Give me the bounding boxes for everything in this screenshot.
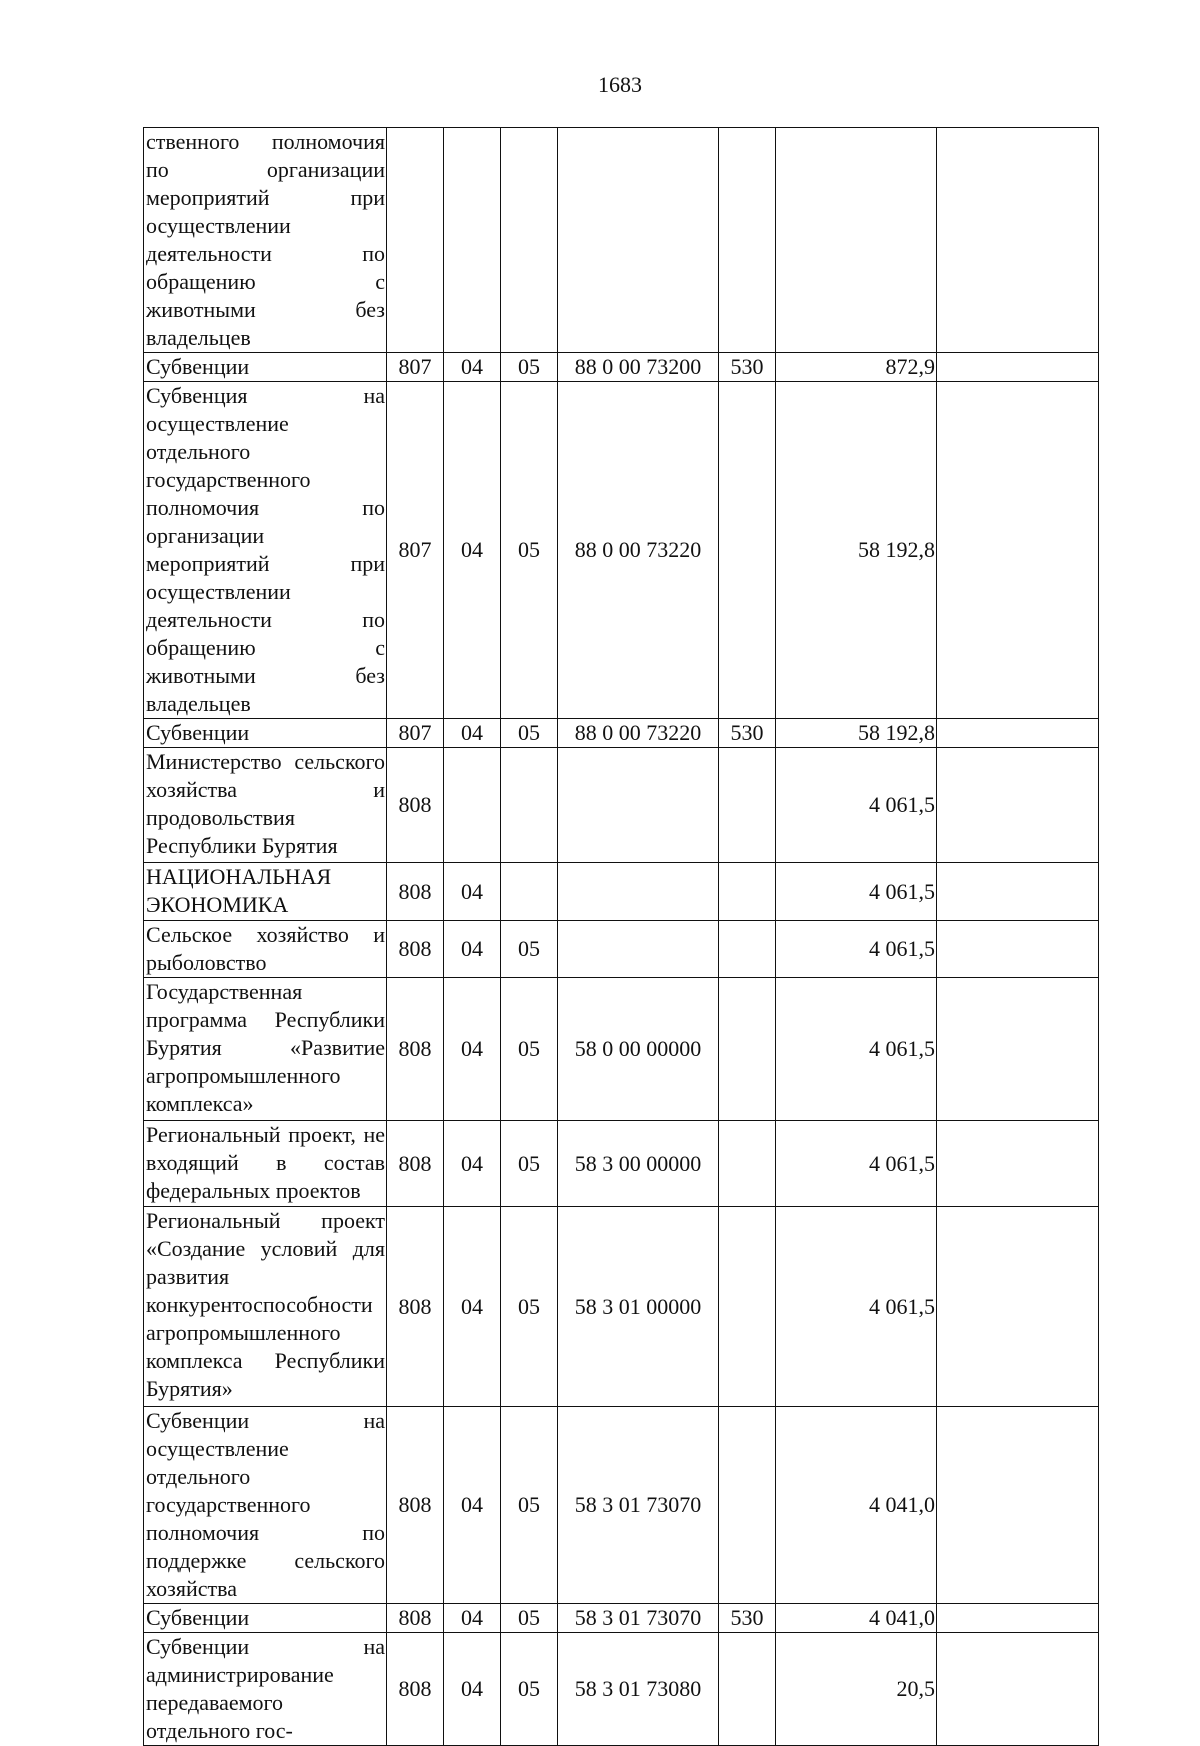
expense-type-cell <box>719 1633 776 1746</box>
target-article-cell: 58 3 01 73070 <box>558 1407 719 1604</box>
ministry-code-cell: 808 <box>387 748 444 863</box>
table-row <box>144 382 1099 719</box>
ministry-code-cell: 807 <box>387 353 444 382</box>
subsection-code-cell: 05 <box>501 978 558 1121</box>
target-article-cell <box>558 921 719 978</box>
row-name-cell: Государственная программа Республики Бурятия «Развитие агропромышленного комплекса» <box>144 978 387 1121</box>
amount-cell: 20,5 <box>776 1633 937 1746</box>
section-code-cell <box>444 748 501 863</box>
ministry-code-cell: 807 <box>387 382 444 719</box>
subsection-code-cell <box>501 748 558 863</box>
table-body <box>144 128 1099 1746</box>
expense-type-cell: 530 <box>719 1604 776 1633</box>
ministry-code-cell: 808 <box>387 1604 444 1633</box>
table-row <box>144 1633 1099 1746</box>
ministry-code-cell: 808 <box>387 863 444 921</box>
expense-type-cell <box>719 978 776 1121</box>
table-row <box>144 921 1099 978</box>
ministry-code-cell: 808 <box>387 1407 444 1604</box>
row-name-cell: Субвенции <box>144 719 387 748</box>
ministry-code-cell: 807 <box>387 719 444 748</box>
subsection-code-cell: 05 <box>501 382 558 719</box>
row-name-cell: ственного полномочия по организации мероприятий при осуществлении деятельности по обращению с животными без владельцев <box>144 128 387 353</box>
table-row <box>144 719 1099 748</box>
row-name-cell: Региональный проект «Создание условий для развития конкурентоспособности агропромышленного комплекса Республики Бурятия» <box>144 1207 387 1407</box>
section-code-cell: 04 <box>444 1604 501 1633</box>
amount-cell: 4 061,5 <box>776 921 937 978</box>
ministry-code-cell: 808 <box>387 921 444 978</box>
target-article-cell: 58 3 01 73080 <box>558 1633 719 1746</box>
extra-cell <box>937 978 1099 1121</box>
target-article-cell: 88 0 00 73220 <box>558 719 719 748</box>
subsection-code-cell: 05 <box>501 719 558 748</box>
expense-type-cell <box>719 128 776 353</box>
budget-table <box>143 127 1099 1746</box>
table-row <box>144 978 1099 1121</box>
row-name-cell: НАЦИОНАЛЬНАЯ ЭКОНОМИКА <box>144 863 387 921</box>
subsection-code-cell <box>501 863 558 921</box>
row-name-cell: Региональный проект, не входящий в состав федеральных проектов <box>144 1121 387 1207</box>
target-article-cell: 58 0 00 00000 <box>558 978 719 1121</box>
extra-cell <box>937 863 1099 921</box>
section-code-cell: 04 <box>444 719 501 748</box>
section-code-cell: 04 <box>444 1633 501 1746</box>
section-code-cell: 04 <box>444 1207 501 1407</box>
ministry-code-cell: 808 <box>387 1207 444 1407</box>
target-article-cell: 58 3 01 00000 <box>558 1207 719 1407</box>
expense-type-cell <box>719 748 776 863</box>
section-code-cell: 04 <box>444 1121 501 1207</box>
subsection-code-cell: 05 <box>501 353 558 382</box>
extra-cell <box>937 921 1099 978</box>
expense-type-cell <box>719 1207 776 1407</box>
amount-cell: 4 061,5 <box>776 978 937 1121</box>
amount-cell: 58 192,8 <box>776 382 937 719</box>
extra-cell <box>937 1121 1099 1207</box>
row-name-cell: Субвенция на осуществление отдельного государственного полномочия по организации мероприятий при осуществлении деятельности по обращению с животными без владельцев <box>144 382 387 719</box>
target-article-cell <box>558 128 719 353</box>
amount-cell: 4 061,5 <box>776 1207 937 1407</box>
subsection-code-cell <box>501 128 558 353</box>
table-row <box>144 863 1099 921</box>
amount-cell <box>776 128 937 353</box>
row-name-cell: Министерство сельского хозяйства и продовольствия Республики Бурятия <box>144 748 387 863</box>
expense-type-cell <box>719 1121 776 1207</box>
expense-type-cell <box>719 921 776 978</box>
target-article-cell: 58 3 01 73070 <box>558 1604 719 1633</box>
section-code-cell: 04 <box>444 382 501 719</box>
row-name-cell: Субвенции <box>144 353 387 382</box>
extra-cell <box>937 128 1099 353</box>
table-row <box>144 353 1099 382</box>
extra-cell <box>937 719 1099 748</box>
section-code-cell: 04 <box>444 863 501 921</box>
target-article-cell: 88 0 00 73220 <box>558 382 719 719</box>
table-row <box>144 1407 1099 1604</box>
target-article-cell <box>558 863 719 921</box>
extra-cell <box>937 748 1099 863</box>
subsection-code-cell: 05 <box>501 921 558 978</box>
amount-cell: 4 061,5 <box>776 863 937 921</box>
row-name-cell: Сельское хозяйство и рыболовство <box>144 921 387 978</box>
row-name-cell: Субвенции на осуществление отдельного государственного полномочия по поддержке сельского хозяйства <box>144 1407 387 1604</box>
subsection-code-cell: 05 <box>501 1407 558 1604</box>
amount-cell: 4 061,5 <box>776 1121 937 1207</box>
extra-cell <box>937 1207 1099 1407</box>
amount-cell: 58 192,8 <box>776 719 937 748</box>
extra-cell <box>937 1633 1099 1746</box>
subsection-code-cell: 05 <box>501 1604 558 1633</box>
ministry-code-cell: 808 <box>387 978 444 1121</box>
extra-cell <box>937 382 1099 719</box>
amount-cell: 872,9 <box>776 353 937 382</box>
row-name-cell: Субвенции <box>144 1604 387 1633</box>
section-code-cell: 04 <box>444 978 501 1121</box>
table-row <box>144 128 1099 353</box>
amount-cell: 4 041,0 <box>776 1407 937 1604</box>
amount-cell: 4 041,0 <box>776 1604 937 1633</box>
section-code-cell: 04 <box>444 1407 501 1604</box>
expense-type-cell: 530 <box>719 719 776 748</box>
target-article-cell: 58 3 00 00000 <box>558 1121 719 1207</box>
target-article-cell <box>558 748 719 863</box>
extra-cell <box>937 1407 1099 1604</box>
row-name-cell: Субвенции на администрирование передаваемого отдельного гос- <box>144 1633 387 1746</box>
expense-type-cell <box>719 382 776 719</box>
ministry-code-cell: 808 <box>387 1121 444 1207</box>
target-article-cell: 88 0 00 73200 <box>558 353 719 382</box>
section-code-cell: 04 <box>444 921 501 978</box>
extra-cell <box>937 1604 1099 1633</box>
ministry-code-cell <box>387 128 444 353</box>
expense-type-cell: 530 <box>719 353 776 382</box>
expense-type-cell <box>719 1407 776 1604</box>
table-row <box>144 1604 1099 1633</box>
subsection-code-cell: 05 <box>501 1121 558 1207</box>
section-code-cell: 04 <box>444 353 501 382</box>
section-code-cell <box>444 128 501 353</box>
amount-cell: 4 061,5 <box>776 748 937 863</box>
subsection-code-cell: 05 <box>501 1633 558 1746</box>
ministry-code-cell: 808 <box>387 1633 444 1746</box>
subsection-code-cell: 05 <box>501 1207 558 1407</box>
page-number: 1683 <box>598 72 642 97</box>
table-row <box>144 748 1099 863</box>
table-row <box>144 1121 1099 1207</box>
table-row <box>144 1207 1099 1407</box>
extra-cell <box>937 353 1099 382</box>
expense-type-cell <box>719 863 776 921</box>
